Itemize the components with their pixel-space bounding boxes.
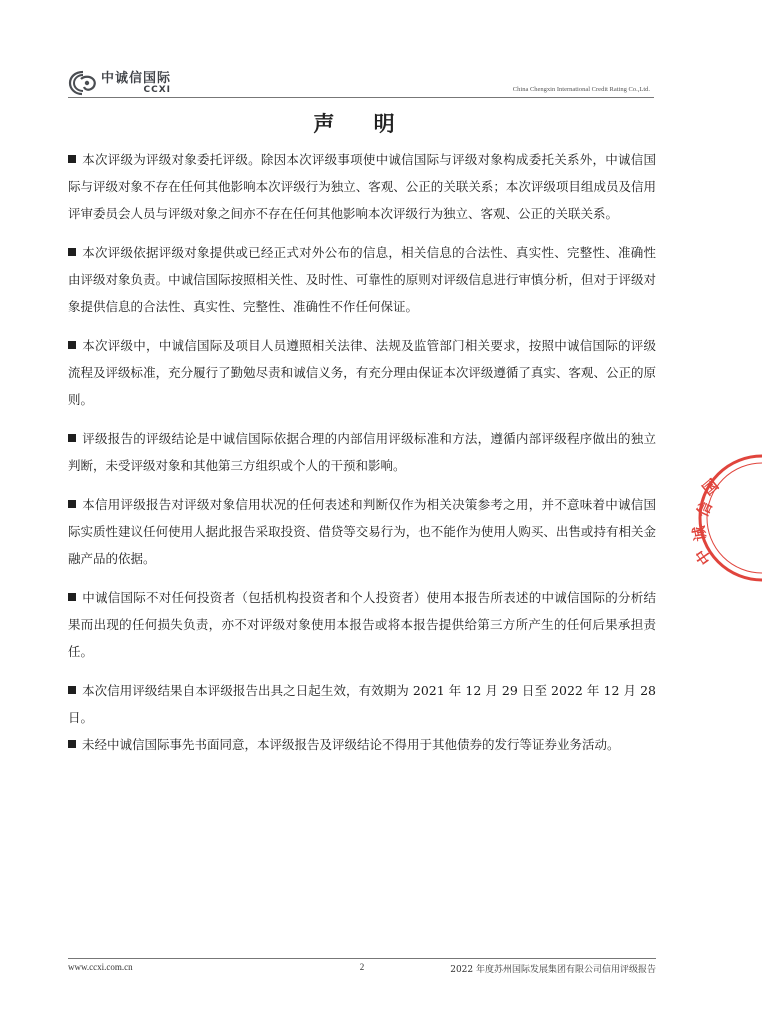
footer-website: www.ccxi.com.cn (68, 962, 133, 972)
company-logo (68, 70, 171, 96)
ccxi-logo-icon (68, 70, 98, 96)
square-bullet-icon (68, 740, 76, 748)
square-bullet-icon (68, 593, 76, 601)
statement-paragraph (68, 239, 656, 320)
paragraph-text: 未经中诚信国际事先书面同意，本评级报告及评级结论不得用于其他债券的发行等证券业务活动。 (82, 737, 620, 752)
page-header (68, 66, 654, 98)
svg-text:诚: 诚 (689, 524, 710, 543)
paragraph-text: 中诚信国际不对任何投资者（包括机构投资者和个人投资者）使用本报告所表述的中诚信国际的分析结果而出现的任何损失负责，亦不对评级对象使用本报告或将本报告提供给第三方所产生的任何后果承担责任。 (68, 590, 656, 659)
square-bullet-icon (68, 686, 76, 694)
logo-english-text: CCXI (143, 84, 172, 95)
statement-paragraph (68, 425, 656, 479)
square-bullet-icon (68, 434, 76, 442)
paragraph-text: 本次信用评级结果自本评级报告出具之日起生效，有效期为 2021 年 12 月 29 日至 2022 年 12 月 28 日。 (68, 683, 656, 725)
paragraph-text: 本信用评级报告对评级对象信用状况的任何表述和判断仅作为相关决策参考之用，并不意味着中诚信国际实质性建议任何使用人据此报告采取投资、借贷等交易行为，也不能作为使用人购买、出售或持有相关金融产品的依据。 (68, 497, 656, 566)
statement-paragraph (68, 491, 656, 572)
statement-paragraph (68, 584, 656, 665)
svg-text:国: 国 (699, 475, 723, 500)
page-footer (68, 962, 656, 976)
company-english-name: China Chengxin International Credit Rating Co.,Ltd. (512, 86, 650, 93)
paragraph-text: 本次评级为评级对象委托评级。除因本次评级事项使中诚信国际与评级对象构成委托关系外，中诚信国际与评级对象不存在任何其他影响本次评级行为独立、客观、公正的关联关系；本次评级项目组成员及信用评审委员会人员与评级对象之间亦不存在任何其他影响本次评级行为独立、客观、公正的关联关系。 (68, 152, 656, 221)
paragraph-text: 本次评级依据评级对象提供或已经正式对外公布的信息，相关信息的合法性、真实性、完整性、准确性由评级对象负责。中诚信国际按照相关性、及时性、可靠性的原则对评级信息进行审慎分析，但对于评级对象提供信息的合法性、真实性、完整性、准确性不作任何保证。 (68, 245, 656, 314)
square-bullet-icon (68, 341, 76, 349)
square-bullet-icon (68, 155, 76, 163)
company-seal-stamp (689, 448, 762, 588)
footer-divider (68, 958, 656, 959)
statement-paragraph (68, 332, 656, 413)
statement-paragraph (68, 677, 656, 731)
logo-chinese-text: 中诚信国际 (101, 70, 172, 86)
footer-page-number: 2 (359, 962, 365, 972)
statement-paragraph (68, 731, 656, 758)
svg-text:信: 信 (693, 498, 716, 520)
statement-body (68, 146, 656, 770)
paragraph-text: 本次评级中，中诚信国际及项目人员遵照相关法律、法规及监管部门相关要求，按照中诚信国际的评级流程及评级标准，充分履行了勤勉尽责和诚信义务，有充分理由保证本次评级遵循了真实、客观、公正的原则。 (68, 338, 656, 407)
footer-report-title: 2022 年度苏州国际发展集团有限公司信用评级报告 (450, 965, 656, 975)
page-title: 声 明 (313, 112, 411, 136)
header-divider (68, 97, 654, 98)
paragraph-text: 评级报告的评级结论是中诚信国际依据合理的内部信用评级标准和方法，遵循内部评级程序做出的独立判断，未受评级对象和其他第三方组织或个人的干预和影响。 (68, 431, 656, 473)
square-bullet-icon (68, 500, 76, 508)
square-bullet-icon (68, 248, 76, 256)
svg-text:中: 中 (691, 545, 716, 569)
statement-paragraph (68, 146, 656, 227)
